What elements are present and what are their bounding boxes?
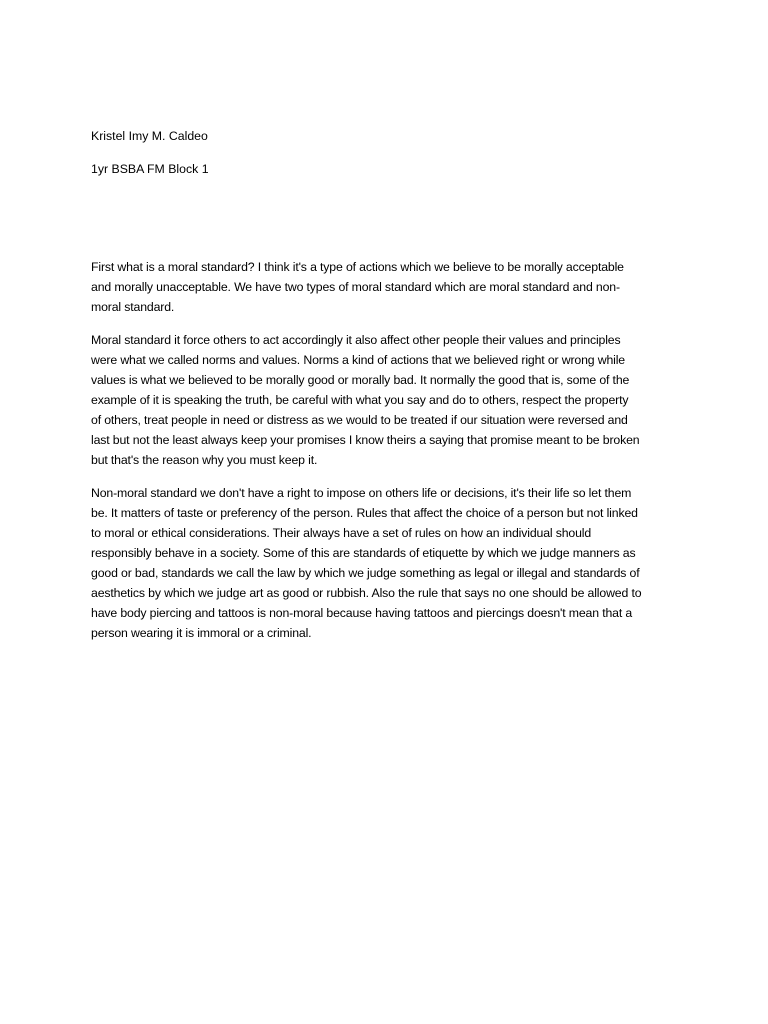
paragraph-line: responsibly behave in a society. Some of this are standards of etiquette by which we judge manners as (91, 546, 636, 560)
paragraph-line: Non-moral standard we don't have a right to impose on others life or decisions, it's their life so let them (91, 486, 632, 500)
paragraph-line: last but not the least always keep your promises I know theirs a saying that promise meant to be broken (91, 433, 640, 447)
author-name: Kristel Imy M. Caldeo (91, 129, 208, 143)
paragraph-line: person wearing it is immoral or a criminal. (91, 626, 312, 640)
paragraph-line: but that's the reason why you must keep it. (91, 453, 318, 467)
paragraph-line: First what is a moral standard? I think it's a type of actions which we believe to be morally acceptable (91, 260, 624, 274)
paragraph-line: be. It matters of taste or preferency of the person. Rules that affect the choice of a person but not linked (91, 506, 638, 520)
paragraph-line: good or bad, standards we call the law by which we judge something as legal or illegal and standards of (91, 566, 640, 580)
paragraph-line: example of it is speaking the truth, be careful with what you say and do to others, respect the property (91, 393, 629, 407)
paragraph-line: values is what we believed to be morally good or morally bad. It normally the good that is, some of the (91, 373, 630, 387)
paragraph-line: of others, treat people in need or distress as we would to be treated if our situation were reversed and (91, 413, 628, 427)
paragraph-line: were what we called norms and values. Norms a kind of actions that we believed right or wrong while (91, 353, 625, 367)
paragraph-line: to moral or ethical considerations. Their always have a set of rules on how an individual should (91, 526, 592, 540)
class-info: 1yr BSBA FM Block 1 (91, 162, 209, 176)
paragraph-line: aesthetics by which we judge art as good or rubbish. Also the rule that says no one should be allowed to (91, 586, 642, 600)
paragraph-line: Moral standard it force others to act accordingly it also affect other people their values and principles (91, 333, 621, 347)
paragraph-line: and morally unacceptable. We have two types of moral standard which are moral standard and non- (91, 280, 620, 294)
paragraph-line: moral standard. (91, 300, 175, 314)
paragraph-line: have body piercing and tattoos is non-moral because having tattoos and piercings doesn't mean that a (91, 606, 633, 620)
